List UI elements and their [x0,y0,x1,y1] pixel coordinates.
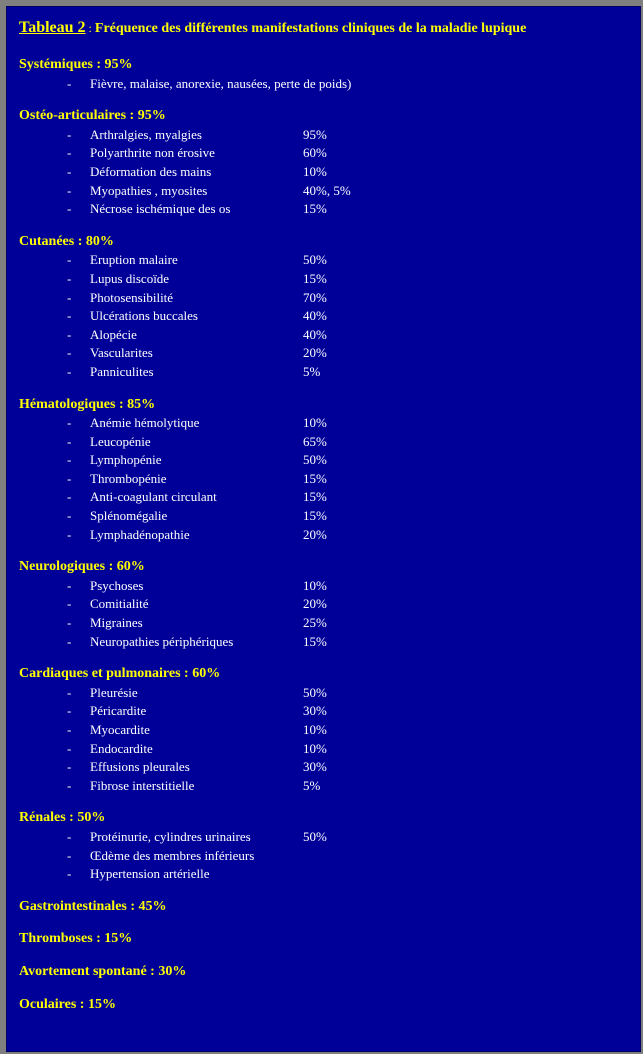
list-item [19,163,640,182]
item-label: Anti-coagulant circulant [90,489,217,505]
bullet-dash: - [67,452,72,468]
item-percentage: 50% [303,684,327,700]
item-label: Alopécie [90,326,137,342]
bullet-dash: - [67,308,72,324]
section [19,963,640,982]
item-percentage: 15% [303,470,327,486]
list-item [19,182,640,201]
item-label: Psychoses [90,577,144,593]
item-label: Fibrose interstitielle [90,777,195,793]
bullet-dash: - [67,722,72,737]
bullet-dash: - [67,363,72,379]
list-item [19,614,640,633]
item-percentage: 10% [303,722,327,737]
bullet-dash: - [67,759,72,775]
bullet-dash: - [67,326,72,342]
list-item [19,144,640,163]
item-percentage: 40%, 5% [303,182,351,198]
item-percentage: 15% [303,201,327,217]
item-label: Protéinurie, cylindres urinaires [90,828,251,844]
list-item [19,758,640,777]
item-percentage: 65% [303,433,327,449]
list-item [19,433,640,452]
section-heading: Thromboses : 15% [19,931,133,947]
bullet-dash: - [67,577,72,593]
item-percentage: 30% [303,759,327,775]
section-heading: Ostéo-articulaires : 95% [19,108,166,124]
list-item [19,270,640,289]
section [19,898,640,917]
page-title [19,19,526,37]
item-label: Ulcérations buccales [90,308,198,324]
bullet-dash: - [67,526,72,542]
section [19,809,640,883]
item-label: Migraines [90,615,143,631]
item-label: Arthralgies, myalgies [90,126,202,142]
item-label: Lymphopénie [90,452,162,468]
item-percentage: 50% [303,828,327,844]
list-item [19,470,640,489]
section-heading: Cutanées : 80% [19,233,114,249]
item-label: Neuropathies périphériques [90,633,234,649]
list-item [19,577,640,596]
bullet-dash: - [67,126,72,142]
bullet-dash: - [67,596,72,612]
item-label: Péricardite [90,703,147,719]
list-item [19,75,640,94]
list-item [19,847,640,866]
item-label: Eruption malaire [90,252,178,268]
bullet-dash: - [67,415,72,431]
list-item [19,777,640,796]
bullet-dash: - [67,633,72,649]
bullet-dash: - [67,289,72,305]
item-label: Fièvre, malaise, anorexie, nausées, perte de poids) [90,75,352,91]
item-label: Endocardite [90,740,153,756]
list-item [19,251,640,270]
list-item [19,344,640,363]
list-item [19,684,640,703]
list-item [19,828,640,847]
title-separator: : [85,21,95,35]
item-percentage: 15% [303,633,327,649]
item-percentage: 50% [303,452,327,468]
bullet-dash: - [67,866,72,882]
section-heading: Hématologiques : 85% [19,396,156,412]
bullet-dash: - [67,684,72,700]
bullet-dash: - [67,740,72,756]
item-label: Photosensibilité [90,289,174,305]
section-heading: Gastrointestinales : 45% [19,898,167,914]
item-percentage: 60% [303,145,327,161]
bullet-dash: - [67,182,72,198]
list-item [19,633,640,652]
item-percentage: 10% [303,577,327,593]
item-percentage: 20% [303,345,327,361]
item-percentage: 40% [303,308,327,324]
list-item [19,865,640,884]
item-percentage: 5% [303,363,321,379]
item-percentage: 20% [303,526,327,542]
list-item [19,595,640,614]
item-label: Vascularites [90,345,153,361]
item-label: Panniculites [90,363,154,379]
item-label: Splénomégalie [90,508,168,524]
section-heading: Systémiques : 95% [19,57,133,72]
section [19,233,640,382]
item-percentage: 5% [303,777,321,793]
bullet-dash: - [67,703,72,719]
item-percentage: 40% [303,326,327,342]
item-percentage: 10% [303,740,327,756]
item-percentage: 20% [303,596,327,612]
list-item [19,702,640,721]
section-heading: Avortement spontané : 30% [19,963,187,979]
bullet-dash: - [67,615,72,631]
bullet-dash: - [67,75,72,91]
manifestation-sections [19,56,640,1028]
item-label: Nécrose ischémique des os [90,201,231,217]
item-percentage: 10% [303,415,327,431]
item-percentage: 30% [303,703,327,719]
bullet-dash: - [67,470,72,486]
list-item [19,363,640,382]
item-percentage: 15% [303,270,327,286]
item-label: Thrombopénie [90,470,167,486]
list-item [19,289,640,308]
section [19,665,640,795]
item-label: Leucopénie [90,433,151,449]
section-heading: Oculaires : 15% [19,996,116,1012]
item-percentage: 70% [303,289,327,305]
item-label: Anémie hémolytique [90,415,200,431]
item-label: Effusions pleurales [90,759,190,775]
bullet-dash: - [67,489,72,505]
item-percentage: 15% [303,508,327,524]
item-label: Hypertension artérielle [90,866,210,882]
section-heading: Cardiaques et pulmonaires : 60% [19,666,221,682]
section [19,56,640,93]
bullet-dash: - [67,270,72,286]
bullet-dash: - [67,777,72,793]
list-item [19,307,640,326]
section [19,996,640,1015]
bullet-dash: - [67,828,72,844]
item-label: Pleurésie [90,684,138,700]
bullet-dash: - [67,252,72,268]
section [19,930,640,949]
list-item [19,126,640,145]
list-item [19,326,640,345]
item-percentage: 95% [303,126,327,142]
list-item [19,526,640,545]
item-percentage: 15% [303,489,327,505]
list-item [19,200,640,219]
item-label: Lupus discoïde [90,270,170,286]
section-heading: Rénales : 50% [19,810,106,826]
list-item [19,451,640,470]
list-item [19,507,640,526]
table-title-text: Fréquence des différentes manifestations cliniques de la maladie lupique [94,21,527,36]
bullet-dash: - [67,433,72,449]
item-label: Comitialité [90,596,149,612]
section [19,558,640,651]
item-percentage: 25% [303,615,327,631]
list-item [19,721,640,740]
item-percentage: 10% [303,163,327,179]
bullet-dash: - [67,201,72,217]
bullet-dash: - [67,163,72,179]
bullet-dash: - [67,847,72,863]
item-label: Myocardite [90,722,150,737]
item-label: Myopathies , myosites [90,182,208,198]
section [19,396,640,545]
section [19,107,640,219]
bullet-dash: - [67,145,72,161]
list-item [19,414,640,433]
item-label: Œdème des membres inférieurs [90,847,255,863]
item-label: Déformation des mains [90,163,212,179]
bullet-dash: - [67,345,72,361]
bullet-dash: - [67,508,72,524]
list-item [19,488,640,507]
section-heading: Neurologiques : 60% [19,559,145,575]
item-label: Polyarthrite non érosive [90,145,215,161]
table-number: Tableau 2 [19,19,86,36]
list-item [19,740,640,759]
item-label: Lymphadénopathie [90,526,190,542]
table-panel [6,6,641,1052]
item-percentage: 50% [303,252,327,268]
